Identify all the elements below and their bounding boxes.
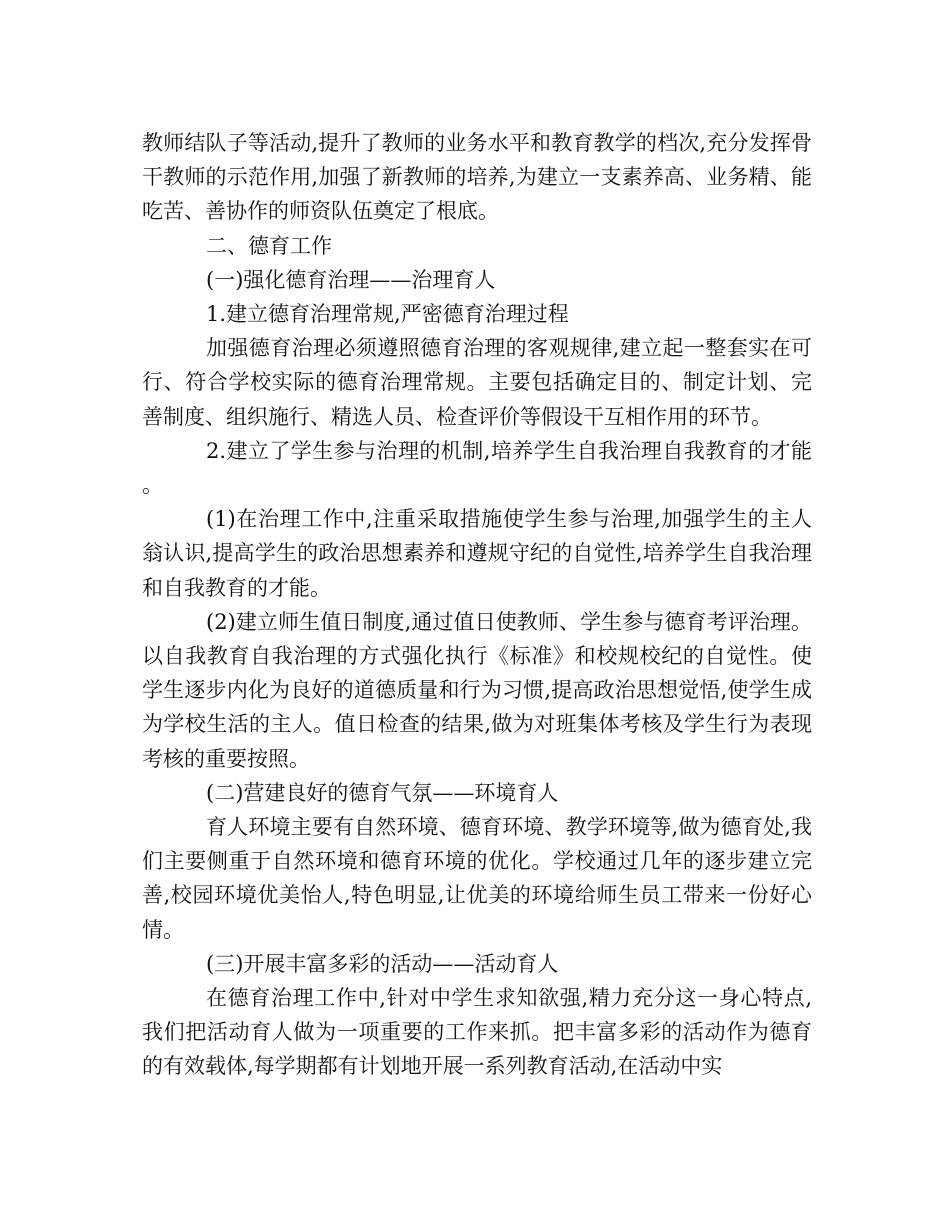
- subheading-activities: (三)开展丰富多彩的活动——活动育人: [206, 951, 559, 976]
- paragraph-environment: 育人环境主要有自然环境、德育环境、教学环境等,做为德育处,我们主要侧重于自然环境和德育环境的优化。学校通过几年的逐步建立完善,校园环境优美怡人,特色明显,让优美的环境给师生员工带来一份好心情。: [142, 815, 812, 942]
- paragraph-management-rules: 加强德育治理必须遵照德育治理的客观规律,建立起一整套实在可行、符合学校实际的德育治理常规。主要包括确定目的、制定计划、完善制度、组织施行、精选人员、检查评价等假设干互相作用的环节。: [142, 336, 812, 429]
- item-heading-1: 1.建立德育治理常规,严密德育治理过程: [206, 302, 569, 327]
- paragraph-activities: 在德育治理工作中,针对中学生求知欲强,精力充分这一身心特点,我们把活动育人做为一项重要的工作来抓。把丰富多彩的活动作为德育的有效载体,每学期都有计划地开展一系列教育活动,在活动中实: [142, 986, 812, 1079]
- paragraph-sub-item-1: (1)在治理工作中,注重采取措施使学生参与治理,加强学生的主人翁认识,提高学生的政治思想素养和遵规守纪的自觉性,培养学生自我治理和自我教育的才能。: [142, 507, 812, 600]
- item-heading-2: 2.建立了学生参与治理的机制,培养学生自我治理自我教育的才能 。: [142, 438, 812, 498]
- section-heading-moral-education: 二、德育工作: [206, 233, 332, 258]
- paragraph-sub-item-2: (2)建立师生值日制度,通过值日使教师、学生参与德育考评治理。以自我教育自我治理的方式强化执行《标准》和校规校纪的自觉性。使学生逐步内化为良好的道德质量和行为习惯,提高政治思想觉悟,使学生成为学校生活的主人。值日检查的结果,做为对班集体考核及学生行为表现考核的重要按照。: [142, 609, 812, 771]
- paragraph-continuation: 教师结队子等活动,提升了教师的业务水平和教育教学的档次,充分发挥骨干教师的示范作用,加强了新教师的培养,为建立一支素养高、业务精、能吃苦、善协作的师资队伍奠定了根底。: [142, 131, 812, 224]
- subheading-management: (一)强化德育治理——治理育人: [206, 267, 496, 292]
- subheading-environment: (二)营建良好的德育气氛——环境育人: [206, 780, 559, 805]
- document-body: [142, 126, 812, 1084]
